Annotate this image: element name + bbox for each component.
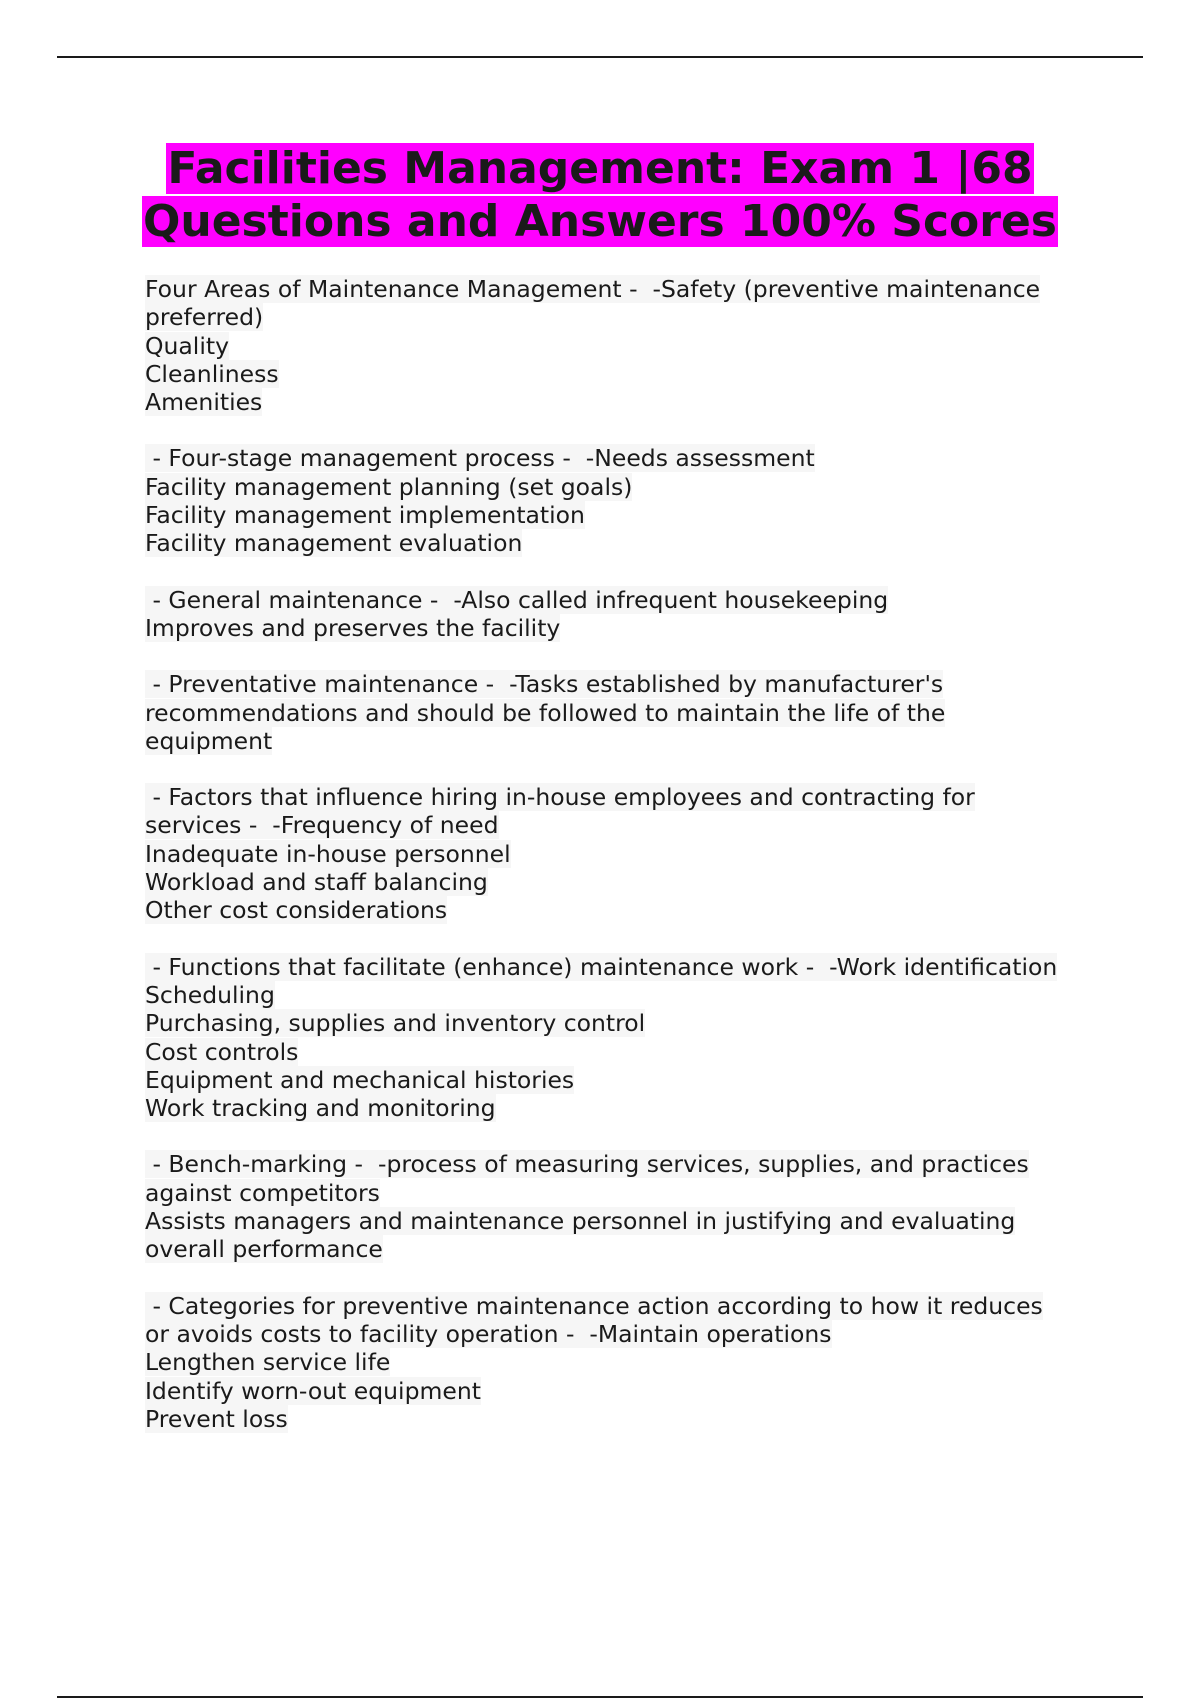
qa-line — [145, 1377, 1095, 1405]
qa-line-text: Workload and staff balancing — [145, 868, 488, 897]
qa-line — [145, 811, 1095, 839]
qa-item — [145, 670, 1095, 755]
qa-line-text: Work tracking and monitoring — [145, 1094, 496, 1123]
document-title — [0, 142, 1200, 248]
qa-line — [145, 1207, 1095, 1235]
qa-line — [145, 981, 1095, 1009]
qa-line-text: Identify worn-out equipment — [145, 1376, 481, 1405]
qa-item — [145, 1150, 1095, 1263]
qa-line — [145, 868, 1095, 896]
qa-line — [145, 1094, 1095, 1122]
qa-item — [145, 444, 1095, 557]
qa-line-text: Prevent loss — [145, 1404, 288, 1433]
qa-line — [145, 501, 1095, 529]
qa-line — [145, 783, 1095, 811]
qa-line-text: Four Areas of Maintenance Management - -Safety (preventive maintenance — [145, 275, 1041, 303]
title-line-2: Questions and Answers 100% Scores — [142, 196, 1057, 247]
qa-line-text: Facility management implementation — [145, 501, 585, 530]
qa-line — [145, 1348, 1095, 1376]
qa-line-text: - Bench-marking - -process of measuring services, supplies, and practices — [145, 1150, 1029, 1179]
qa-line — [145, 953, 1095, 981]
qa-line — [145, 473, 1095, 501]
qa-line-text: preferred) — [145, 303, 264, 332]
qa-line-text: equipment — [145, 726, 273, 755]
qa-line — [145, 699, 1095, 727]
qa-line — [145, 360, 1095, 388]
qa-line — [145, 529, 1095, 557]
qa-line-text: against competitors — [145, 1178, 380, 1207]
qa-line-text: Cleanliness — [145, 359, 279, 388]
qa-line — [145, 1066, 1095, 1094]
qa-line — [145, 614, 1095, 642]
qa-item — [145, 783, 1095, 924]
qa-line-text: - Categories for preventive maintenance action according to how it reduces — [145, 1291, 1043, 1320]
qa-line-text: - Factors that influence hiring in-house employees and contracting for — [145, 783, 975, 812]
qa-line-text: - Four-stage management process - -Needs assessment — [145, 444, 815, 473]
qa-line-text: Inadequate in-house personnel — [145, 839, 511, 868]
qa-line — [145, 1150, 1095, 1178]
qa-line-text: Improves and preserves the facility — [145, 613, 561, 642]
qa-line-text: Scheduling — [145, 980, 275, 1009]
qa-line-text: - Preventative maintenance - -Tasks established by manufacturer's — [145, 670, 944, 699]
qa-line — [145, 670, 1095, 698]
qa-line — [145, 727, 1095, 755]
qa-line — [145, 1405, 1095, 1433]
qa-line-text: Amenities — [145, 388, 263, 417]
qa-line — [145, 1235, 1095, 1263]
qa-line-text: Quality — [145, 331, 229, 360]
qa-line — [145, 840, 1095, 868]
qa-line — [145, 1038, 1095, 1066]
qa-item — [145, 275, 1095, 416]
qa-line — [145, 332, 1095, 360]
qa-line — [145, 586, 1095, 614]
qa-line — [145, 1292, 1095, 1320]
qa-line — [145, 1179, 1095, 1207]
qa-line-text: or avoids costs to facility operation - -Maintain operations — [145, 1319, 832, 1348]
qa-line-text: services - -Frequency of need — [145, 811, 499, 840]
qa-line — [145, 275, 1095, 303]
qa-line-text: - Functions that facilitate (enhance) maintenance work - -Work identification — [145, 952, 1058, 981]
qa-line-text: Cost controls — [145, 1037, 299, 1066]
qa-line — [145, 1009, 1095, 1037]
qa-item — [145, 1292, 1095, 1433]
qa-line-text: Facility management evaluation — [145, 529, 523, 558]
qa-line-text: Assists managers and maintenance personnel in justifying and evaluating — [145, 1207, 1016, 1236]
qa-line-text: Purchasing, supplies and inventory control — [145, 1009, 646, 1038]
qa-line-text: recommendations and should be followed to maintain the life of the — [145, 698, 946, 727]
qa-line-text: Other cost considerations — [145, 896, 448, 925]
qa-line — [145, 444, 1095, 472]
qa-line-text: Lengthen service life — [145, 1348, 391, 1377]
qa-line-text: Facility management planning (set goals) — [145, 472, 633, 501]
qa-line — [145, 896, 1095, 924]
qa-line — [145, 1320, 1095, 1348]
qa-line-text: Equipment and mechanical histories — [145, 1065, 575, 1094]
bottom-rule — [57, 1696, 1143, 1698]
qa-line — [145, 303, 1095, 331]
qa-line-text: - General maintenance - -Also called infrequent housekeeping — [145, 585, 889, 614]
qa-line — [145, 388, 1095, 416]
qa-item — [145, 953, 1095, 1123]
title-line-1: Facilities Management: Exam 1 |68 — [167, 143, 1033, 194]
qa-line-text: overall performance — [145, 1235, 383, 1264]
top-rule — [57, 56, 1143, 58]
qa-list — [145, 275, 1095, 1461]
qa-item — [145, 586, 1095, 643]
